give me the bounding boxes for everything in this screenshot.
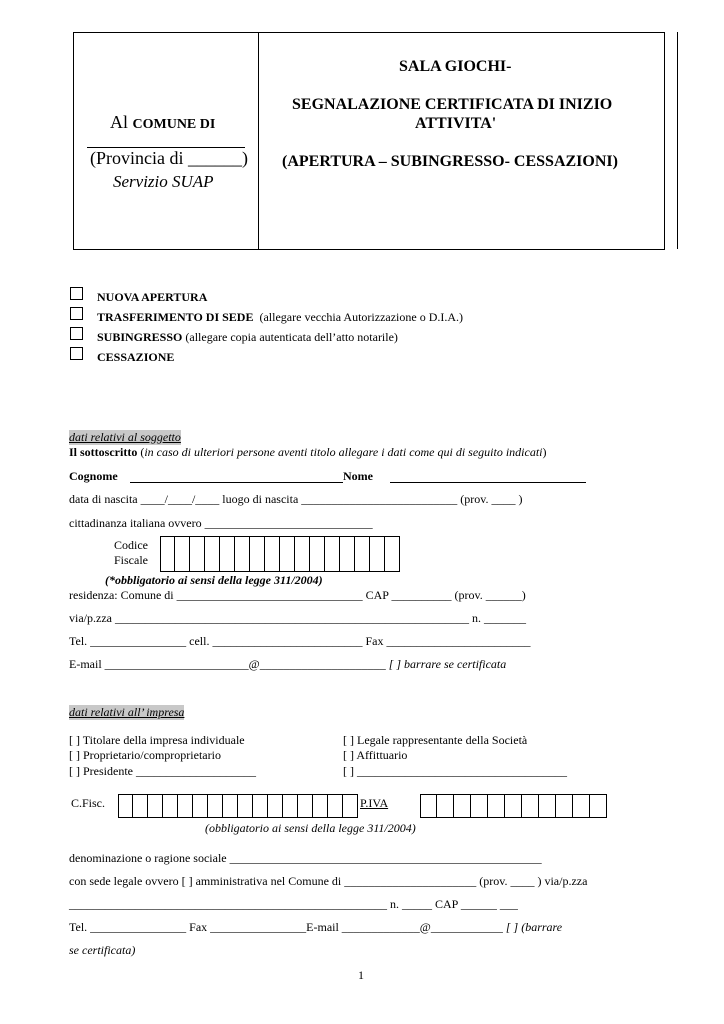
piva-cells[interactable] — [420, 794, 607, 818]
codice-fiscale-cells[interactable] — [160, 536, 400, 572]
tel-fax-email-line[interactable]: Tel. ________________ Fax ________________E-mail _____________@____________ [ ] (barrare — [69, 920, 563, 934]
option-trasferimento: TRASFERIMENTO DI SEDE (allegare vecchia Autorizzazione o D.I.A.) — [97, 310, 464, 324]
email-line[interactable]: E-mail ________________________@_____________________ [ ] barrare se certificata — [69, 657, 507, 671]
role-proprietario[interactable]: [ ] Proprietario/comproprietario — [69, 748, 221, 762]
section-title-soggetto: dati relativi al soggetto — [69, 430, 181, 444]
header-right-edge — [677, 32, 678, 249]
nascita-line[interactable]: data di nascita ____/____/____ luogo di nascita __________________________ (prov. ____ ) — [69, 492, 523, 506]
option-subingresso: SUBINGRESSO (allegare copia autenticata dell’atto notarile) — [97, 330, 398, 344]
codice-label: Codice — [114, 538, 148, 552]
sottoscritto-line: Il sottoscritto (in caso di ulteriori persone aventi titolo allegare i dati come qui di seguito indicati) — [69, 445, 547, 459]
role-affittuario[interactable]: [ ] Affittuario — [343, 748, 408, 762]
tel-line[interactable]: Tel. ________________ cell. _________________________ Fax ________________________ — [69, 634, 531, 648]
cfisc-cells[interactable] — [118, 794, 358, 818]
option-checkbox-subingresso[interactable] — [70, 327, 83, 340]
obbligatorio-note-soggetto: (*obbligatorio ai sensi della legge 311/2004) — [105, 573, 323, 587]
title-line-2: SEGNALAZIONE CERTIFICATA DI INIZIO — [292, 96, 613, 113]
title-line-4: (APERTURA – SUBINGRESSO- CESSAZIONI) — [282, 153, 618, 170]
role-titolare[interactable]: [ ] Titolare della impresa individuale — [69, 733, 245, 747]
role-other[interactable]: [ ] ___________________________________ — [343, 764, 567, 778]
piva-label: P.IVA — [360, 796, 389, 810]
section-title-impresa: dati relativi all’ impresa — [69, 705, 185, 719]
title-line-3: ATTIVITA' — [415, 115, 497, 132]
cognome-label: Cognome — [69, 469, 118, 483]
cittadinanza-line[interactable]: cittadinanza italiana ovvero ____________________________ — [69, 516, 373, 530]
fiscale-label: Fiscale — [114, 553, 148, 567]
role-legale-rappresentante[interactable]: [ ] Legale rappresentante della Società — [343, 733, 528, 747]
n-cap-line[interactable]: _____________________________________________________ n. _____ CAP ______ ___ — [69, 897, 518, 911]
option-checkbox-nuova-apertura[interactable] — [70, 287, 83, 300]
residenza-line[interactable]: residenza: Comune di _______________________________ CAP __________ (prov. ______) — [69, 588, 526, 602]
denominazione-line[interactable]: denominazione o ragione sociale ____________________________________________________ — [69, 851, 542, 865]
page-number: 1 — [358, 968, 364, 982]
provincia-field: (Provincia di ______) — [90, 148, 248, 168]
option-checkbox-cessazione[interactable] — [70, 347, 83, 360]
option-checkbox-trasferimento[interactable] — [70, 307, 83, 320]
sede-line[interactable]: con sede legale ovvero [ ] amministrativa nel Comune di ______________________ (prov. ____ ) via/p.zza — [69, 874, 588, 888]
nome-label: Nome — [343, 469, 373, 483]
option-cessazione: CESSAZIONE — [97, 350, 175, 364]
addressee-line: Al COMUNE DI — [110, 112, 216, 132]
header-table — [73, 32, 665, 250]
header-divider — [258, 32, 259, 249]
cfisc-label: C.Fisc. — [71, 796, 106, 810]
barrare-line-2: se certificata) — [69, 943, 136, 957]
via-line[interactable]: via/p.zza ___________________________________________________________ n. _______ — [69, 611, 526, 625]
nome-field[interactable] — [390, 482, 586, 483]
obbligatorio-note-impresa: (obbligatorio ai sensi della legge 311/2004) — [205, 821, 416, 835]
title-line-1: SALA GIOCHI- — [399, 58, 512, 75]
cognome-field[interactable] — [130, 482, 343, 483]
option-nuova-apertura: NUOVA APERTURA — [97, 290, 208, 304]
servizio-label: Servizio SUAP — [113, 172, 214, 191]
role-presidente[interactable]: [ ] Presidente ____________________ — [69, 764, 256, 778]
